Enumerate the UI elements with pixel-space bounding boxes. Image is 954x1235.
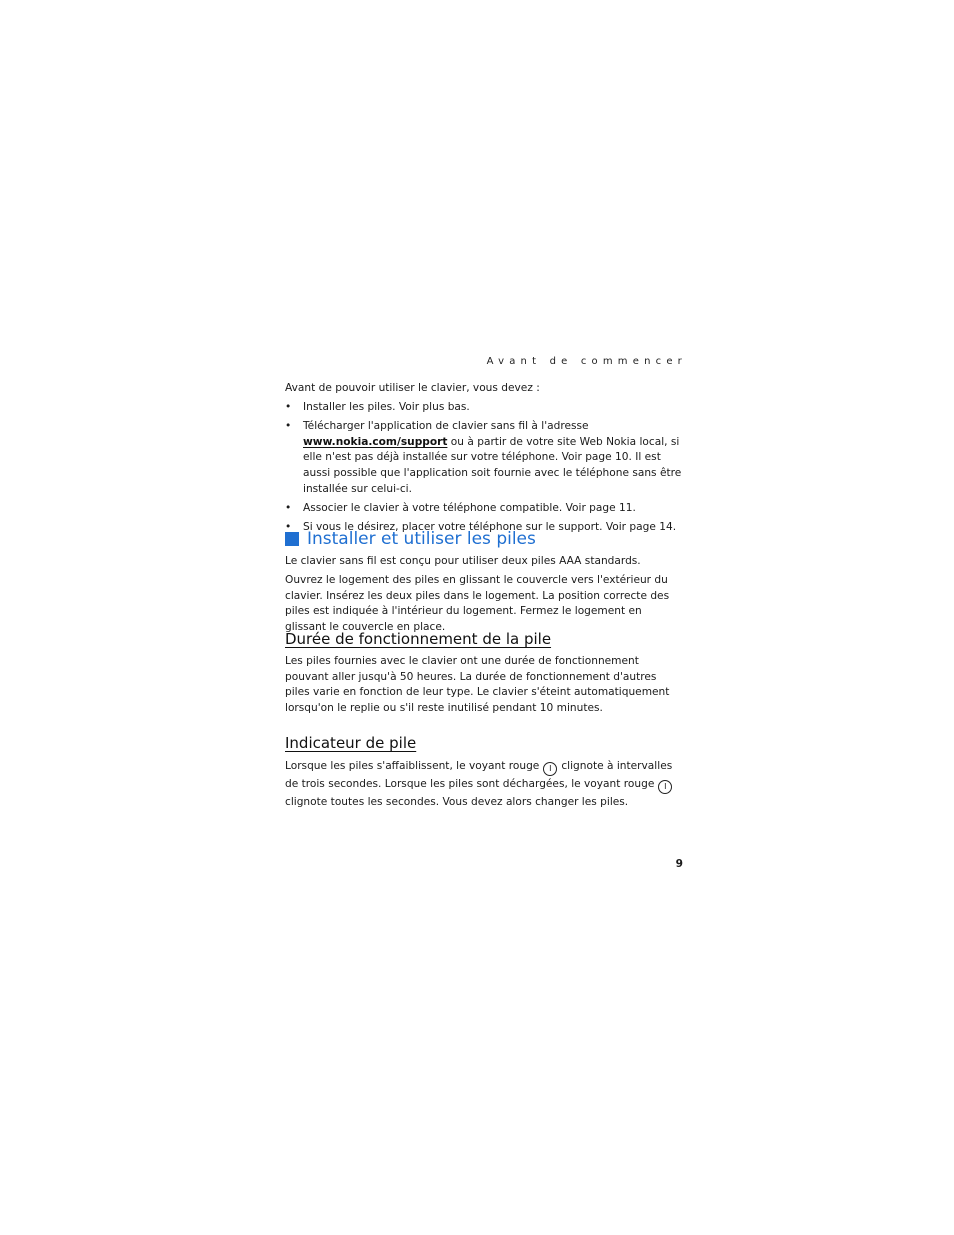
list-item: • Télécharger l'application de clavier sans fil à l'adresse www.nokia.com/support ou à partir de votre site Web Nokia local, si elle n'est pas déjà installée sur votre téléphone. Voir page 10. Il est aussi possible que l'application soit fournie avec le téléphone sans être installée sur celui-ci. [285,419,682,497]
paragraph: Les piles fournies avec le clavier ont une durée de fonctionnement pouvant aller jusqu'à 50 heures. La durée de fonctionnement d'autres piles varie en fonction de leur type. Le clavier s'éteint automatiquement lorsqu'on le replie ou s'il reste inutilisé pendant 10 minutes. [285,655,670,714]
prerequisite-list [285,400,682,535]
list-item: • Si vous le désirez, placer votre téléphone sur le support. Voir page 14. [285,520,682,536]
indicator-light-icon: I [543,762,557,776]
subheading-duration: Durée de fonctionnement de la pile [285,630,552,648]
duration-section-body [285,654,682,716]
subheading-indicator: Indicateur de pile [285,734,417,752]
indicator-section-body [285,758,682,810]
list-item: • Installer les piles. Voir plus bas. [285,400,682,416]
running-header: Avant de commencer [486,356,687,367]
list-item: • Associer le clavier à votre téléphone compatible. Voir page 11. [285,501,682,517]
intro-block [285,381,682,535]
install-section-body [285,554,682,639]
paragraph: Lorsque les piles s'affaiblissent, le voyant rouge I clignote à intervalles de trois secondes. Lorsque les piles sont déchargées, le voyant rouge Iclignote toutes les secondes. Vous devez alors changer les piles. [285,760,673,808]
indicator-light-icon: I [658,780,672,794]
intro-lead: Avant de pouvoir utiliser le clavier, vous devez : [285,382,540,394]
page-number: 9 [675,858,683,870]
nokia-support-link[interactable]: www.nokia.com/support [303,435,448,448]
paragraph: Ouvrez le logement des piles en glissant le couvercle vers l'extérieur du clavier. Insérez les deux piles dans le logement. La position correcte des piles est indiquée à l'intérieur du logement. Fermez le logement en glissant le couvercle en place. [285,574,670,633]
heading-square-icon [285,532,299,546]
section-heading-install: Installer et utiliser les piles [285,529,536,549]
paragraph: Le clavier sans fil est conçu pour utiliser deux piles AAA standards. [285,555,641,567]
